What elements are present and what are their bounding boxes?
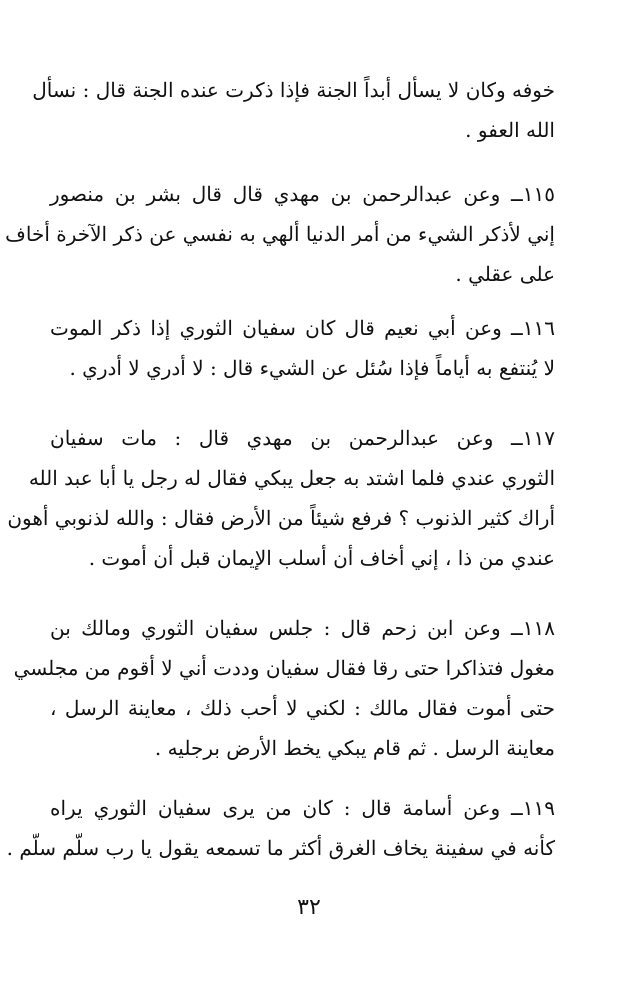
paragraph-119: [6, 788, 555, 868]
text-line: كأنه في سفينة يخاف الغرق أكثر ما تسمعه يقول يا رب سلّم سلّم .: [6, 836, 555, 860]
text-line: خوفه وكان لا يسأل أبداً الجنة فإذا ذكرت عنده الجنة قال : نسأل: [32, 78, 555, 102]
paragraph-intro: [32, 70, 555, 150]
text-line: حتى أموت فقال مالك : لكني لا أحب ذلك ، معاينة الرسل ،: [50, 696, 555, 720]
text-line: ١١٩ــ وعن أسامة قال : كان من يرى سفيان الثوري يراه: [50, 796, 555, 820]
paragraph-117: [7, 418, 555, 578]
text-line: ١١٥ــ وعن عبدالرحمن بن مهدي قال قال بشر بن منصور: [50, 182, 555, 206]
text-line: على عقلي .: [455, 262, 555, 286]
text-line: عندي من ذا ، إني أخاف أن أسلب الإيمان قبل أن أموت .: [88, 546, 555, 570]
text-line: مغول فتذاكرا حتى رقا فقال سفيان وددت أني لا أقوم من مجلسي: [13, 656, 555, 680]
text-line: إني لأذكر الشيء من أمر الدنيا ألهي به نفسي عن ذكر الآخرة أخاف: [5, 222, 555, 246]
text-line: معاينة الرسل . ثم قام يبكي يخط الأرض برجليه .: [154, 736, 555, 760]
paragraph-118: [13, 608, 555, 768]
text-line: ١١٨ــ وعن ابن زحم قال : جلس سفيان الثوري ومالك بن: [50, 616, 555, 640]
text-line: ١١٦ــ وعن أبي نعيم قال كان سفيان الثوري إذا ذكر الموت: [50, 316, 555, 340]
text-line: ١١٧ــ وعن عبدالرحمن بن مهدي قال : مات سفيان: [50, 426, 555, 450]
paragraph-116: [50, 308, 555, 388]
text-line: لا يُنتفع به أياماً فإذا سُئل عن الشيء قال : لا أدري لا أدري .: [69, 356, 555, 380]
text-line: أراك كثير الذنوب ؟ فرفع شيئاً من الأرض فقال : والله لذنوبي أهون: [7, 506, 555, 530]
page-number: ٣٢: [297, 895, 321, 920]
text-line: الله العفو .: [465, 118, 555, 142]
paragraph-115: [5, 174, 555, 294]
text-line: الثوري عندي فلما اشتد به جعل يبكي فقال له رجل يا أبا عبد الله: [28, 466, 555, 490]
